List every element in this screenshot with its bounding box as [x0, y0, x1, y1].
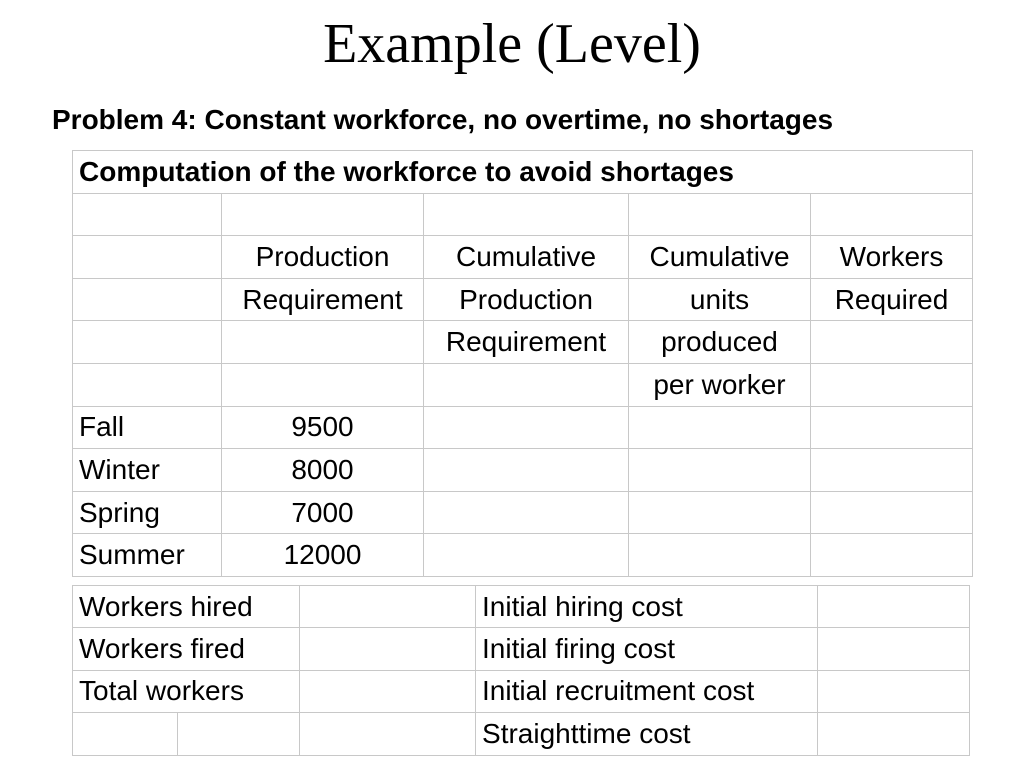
header-cell: produced	[629, 321, 811, 364]
problem-heading: Problem 4: Constant workforce, no overtime, no shortages	[52, 104, 834, 135]
table-cell	[73, 193, 222, 236]
header-cell: Requirement	[424, 321, 629, 364]
cumulative-production-cell	[424, 449, 629, 492]
season-cell: Fall	[73, 406, 222, 449]
header-cell: Required	[811, 278, 973, 321]
header-cell: units	[629, 278, 811, 321]
cumulative-production-cell	[424, 534, 629, 577]
table-cell	[629, 193, 811, 236]
workers-required-cell	[811, 534, 973, 577]
header-cell: Cumulative	[424, 236, 629, 279]
table-cell	[178, 713, 300, 755]
cost-label-cell: Straighttime cost	[476, 713, 818, 755]
cumulative-production-cell	[424, 406, 629, 449]
workforce-value-cell	[300, 713, 476, 755]
cost-label-cell: Initial firing cost	[476, 628, 818, 670]
cost-value-cell	[818, 670, 970, 712]
table-title: Computation of the workforce to avoid shortages	[73, 151, 973, 194]
table-row	[73, 628, 970, 670]
workers-required-cell	[811, 406, 973, 449]
slide-title: Example (Level)	[323, 13, 701, 75]
header-cell	[222, 321, 424, 364]
cost-value-cell	[818, 586, 970, 628]
header-row	[73, 236, 973, 279]
cumulative-units-cell	[629, 491, 811, 534]
header-cell	[73, 363, 222, 406]
header-cell	[811, 363, 973, 406]
season-cell: Summer	[73, 534, 222, 577]
table-row	[73, 534, 973, 577]
header-cell: Cumulative	[629, 236, 811, 279]
table-cell	[424, 193, 629, 236]
header-cell: Requirement	[222, 278, 424, 321]
table-row	[73, 670, 970, 712]
header-cell	[424, 363, 629, 406]
workforce-label-cell: Workers fired	[73, 628, 300, 670]
table-title-row	[73, 151, 973, 194]
workforce-label-cell: Total workers	[73, 670, 300, 712]
production-requirement-cell: 12000	[222, 534, 424, 577]
header-cell	[222, 363, 424, 406]
production-requirement-cell: 7000	[222, 491, 424, 534]
header-cell: Production	[424, 278, 629, 321]
header-cell: Production	[222, 236, 424, 279]
cost-value-cell	[818, 713, 970, 755]
header-cell: per worker	[629, 363, 811, 406]
workforce-label-cell	[73, 713, 178, 755]
header-cell	[73, 236, 222, 279]
cumulative-units-cell	[629, 534, 811, 577]
cumulative-production-cell	[424, 491, 629, 534]
cost-label-cell: Initial hiring cost	[476, 586, 818, 628]
workforce-value-cell	[300, 586, 476, 628]
header-row	[73, 321, 973, 364]
table-row	[73, 586, 970, 628]
header-cell	[811, 321, 973, 364]
production-requirement-cell: 8000	[222, 449, 424, 492]
workers-required-cell	[811, 491, 973, 534]
header-cell	[73, 321, 222, 364]
cost-value-cell	[818, 628, 970, 670]
season-cell: Winter	[73, 449, 222, 492]
table-cell	[222, 193, 424, 236]
cost-label-cell: Initial recruitment cost	[476, 670, 818, 712]
header-cell	[73, 278, 222, 321]
table-row	[73, 491, 973, 534]
workforce-value-cell	[300, 670, 476, 712]
table-cell	[811, 193, 973, 236]
cost-summary-table	[72, 585, 970, 756]
header-row	[73, 278, 973, 321]
workforce-computation-table	[72, 150, 973, 577]
workers-required-cell	[811, 449, 973, 492]
season-cell: Spring	[73, 491, 222, 534]
table-row	[73, 713, 970, 755]
cumulative-units-cell	[629, 406, 811, 449]
table-row	[73, 449, 973, 492]
spacer-row	[73, 193, 973, 236]
workforce-value-cell	[300, 628, 476, 670]
header-row	[73, 363, 973, 406]
header-cell: Workers	[811, 236, 973, 279]
production-requirement-cell: 9500	[222, 406, 424, 449]
cumulative-units-cell	[629, 449, 811, 492]
workforce-label-cell: Workers hired	[73, 586, 300, 628]
table-row	[73, 406, 973, 449]
